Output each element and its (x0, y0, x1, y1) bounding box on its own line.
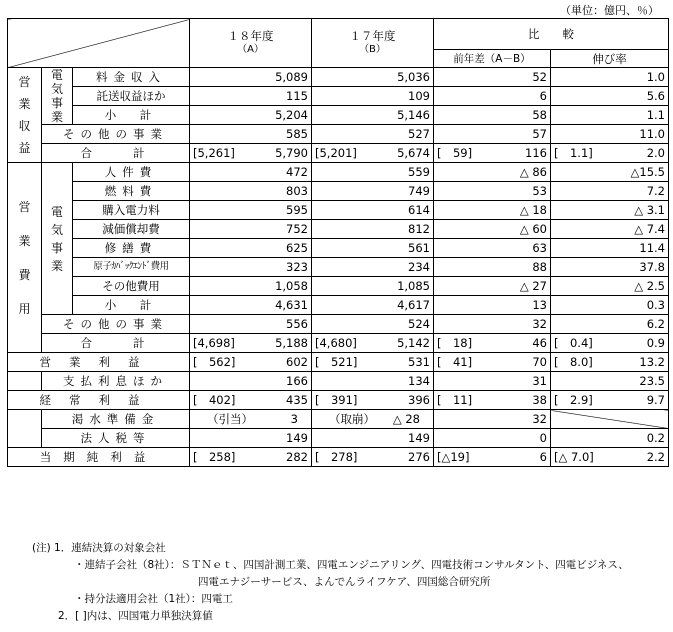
cell-fy18: 166 (190, 372, 312, 391)
cell-diff: 53 (434, 182, 551, 201)
cell-fy18: 323 (190, 258, 312, 277)
cell-diff: 32 (434, 315, 551, 334)
table-row (8, 410, 669, 429)
table-row (8, 239, 669, 258)
cell-fy17: 527 (312, 125, 434, 144)
cell-fy17: 524 (312, 315, 434, 334)
cell-fy18: 115 (190, 87, 312, 106)
footnotes (32, 540, 629, 625)
cell-growth: 1.1 (551, 106, 669, 125)
table-row (8, 372, 669, 391)
row-label: 当期純利益 (8, 448, 190, 467)
table-row (8, 163, 669, 182)
cell-fy17: 234 (312, 258, 434, 277)
note-subsidiaries: ・連結子会社（8社）：ＳＴＮｅｔ、四国計測工業、四電エンジニアリング、四電技術コンサルタント、四電ビジネス、 (74, 559, 629, 571)
cell-diff: 63 (434, 239, 551, 258)
cell-fy18: [5,261] 5,790 (190, 144, 312, 163)
cell-growth: 7.2 (551, 182, 669, 201)
cell-diff: △ 18 (434, 201, 551, 220)
cell-fy18: 585 (190, 125, 312, 144)
cell-fy18: 472 (190, 163, 312, 182)
table-row (8, 182, 669, 201)
row-label: その他費用 (73, 277, 190, 296)
row-label: 減価償却費 (73, 220, 190, 239)
cell-fy17: 749 (312, 182, 434, 201)
cell-growth: 23.5 (551, 372, 669, 391)
cell-diff: 0 (434, 429, 551, 448)
cell-fy18: [ 402] 435 (190, 391, 312, 410)
header-diff: 前年差（A－B） (434, 50, 551, 68)
cell-growth: △ 2.5 (551, 277, 669, 296)
cell-fy17: 1,085 (312, 277, 434, 296)
cell-fy18: [ 562] 602 (190, 353, 312, 372)
cell-growth: 1.0 (551, 68, 669, 87)
row-label: 小 計 (73, 296, 190, 315)
table-row (8, 258, 669, 277)
cell-fy17: 812 (312, 220, 434, 239)
cell-growth: △ 7.4 (551, 220, 669, 239)
indent-cell (8, 372, 42, 391)
cell-fy17: 614 (312, 201, 434, 220)
cell-fy17: 134 (312, 372, 434, 391)
cell-fy18: 4,631 (190, 296, 312, 315)
row-label: 修繕費 (73, 239, 190, 258)
cell-fy18: 625 (190, 239, 312, 258)
header-corner (8, 19, 190, 68)
cell-growth: △15.5 (551, 163, 669, 182)
cell-fy18: [ 258] 282 (190, 448, 312, 467)
cell-fy18: [4,698] 5,188 (190, 334, 312, 353)
table-row (8, 87, 669, 106)
cell-growth: 6.2 (551, 315, 669, 334)
cell-fy17: [5,201] 5,674 (312, 144, 434, 163)
cell-growth: [△ 7.0] 2.2 (551, 448, 669, 467)
cell-growth: 11.4 (551, 239, 669, 258)
cell-growth: 37.8 (551, 258, 669, 277)
cell-diff: △ 27 (434, 277, 551, 296)
cell-fy18: 5,089 (190, 68, 312, 87)
cell-fy18: （引当） 3 (190, 410, 312, 429)
table-row (8, 144, 669, 163)
table-row (8, 391, 669, 410)
cell-fy18: 803 (190, 182, 312, 201)
cell-growth: 0.2 (551, 429, 669, 448)
table-row (8, 296, 669, 315)
cell-fy18: 1,058 (190, 277, 312, 296)
row-label: 人件費 (73, 163, 190, 182)
table-row (8, 125, 669, 144)
cell-diff: 88 (434, 258, 551, 277)
cell-fy17: 149 (312, 429, 434, 448)
cell-diff: [△19] 6 (434, 448, 551, 467)
row-label: 経常利益 (8, 391, 190, 410)
table-row (8, 334, 669, 353)
group-electric-revenue: 電 気 事 業 (42, 68, 73, 125)
cell-fy17: [ 521] 531 (312, 353, 434, 372)
table-row (8, 315, 669, 334)
cell-growth: [ 1.1] 2.0 (551, 144, 669, 163)
indent-cell (8, 429, 42, 448)
cell-fy17: 5,036 (312, 68, 434, 87)
row-label: 料金収入 (73, 68, 190, 87)
unit-label: （単位：億円、％） (560, 4, 659, 17)
table-row (8, 220, 669, 239)
table-row (8, 448, 669, 467)
group-electric-expense: 電 気 事 業 (42, 163, 73, 315)
cell-growth-empty (551, 410, 669, 429)
cell-diff: 52 (434, 68, 551, 87)
row-label: その他の事業 (42, 125, 190, 144)
row-label: 託送収益ほか (73, 87, 190, 106)
table-row (8, 106, 669, 125)
cell-fy17: （取崩） △ 28 (312, 410, 434, 429)
cell-fy18: 149 (190, 429, 312, 448)
cell-diff: [ 11] 38 (434, 391, 551, 410)
indent-cell (8, 410, 42, 429)
cell-fy17: 561 (312, 239, 434, 258)
table-row (8, 429, 669, 448)
group-revenue: 営 業 収 益 (8, 68, 42, 163)
row-label: 合 計 (42, 334, 190, 353)
cell-growth: [ 0.4] 0.9 (551, 334, 669, 353)
row-label: 燃料費 (73, 182, 190, 201)
cell-fy17: 5,146 (312, 106, 434, 125)
cell-growth: 5.6 (551, 87, 669, 106)
row-label: 渇水準備金 (42, 410, 190, 429)
cell-diff: △ 60 (434, 220, 551, 239)
cell-diff: △ 86 (434, 163, 551, 182)
cell-fy17: 109 (312, 87, 434, 106)
cell-fy17: 4,617 (312, 296, 434, 315)
cell-growth: 11.0 (551, 125, 669, 144)
note-1: (注) 1．連結決算の対象会社 (32, 542, 166, 554)
cell-fy17: [ 278] 276 (312, 448, 434, 467)
financial-table (7, 18, 669, 467)
row-label: 支払利息ほか (42, 372, 190, 391)
table-row (8, 201, 669, 220)
header-compare: 比 較 (434, 19, 669, 50)
cell-fy18: 556 (190, 315, 312, 334)
row-label: 原子ｶﾊﾞｯｸｴﾝﾄﾞ費用 (73, 258, 190, 277)
row-label: その他の事業 (42, 315, 190, 334)
cell-diff: 31 (434, 372, 551, 391)
cell-diff: [ 59] 116 (434, 144, 551, 163)
cell-fy18: 752 (190, 220, 312, 239)
cell-fy17: [ 391] 396 (312, 391, 434, 410)
note-equity-method: ・持分法適用会社（1社）：四電工 (74, 593, 233, 605)
group-expense: 営 業 費 用 (8, 163, 42, 353)
cell-fy17: 559 (312, 163, 434, 182)
cell-diff: [ 18] 46 (434, 334, 551, 353)
cell-diff: 6 (434, 87, 551, 106)
row-label: 法人税等 (42, 429, 190, 448)
note-2: 2．[ ]内は、四国電力単独決算値 (58, 610, 213, 622)
row-label: 営業利益 (8, 353, 190, 372)
table-row (8, 353, 669, 372)
cell-diff: 57 (434, 125, 551, 144)
row-label: 購入電力料 (73, 201, 190, 220)
cell-fy17: [4,680] 5,142 (312, 334, 434, 353)
header-growth: 伸び率 (551, 50, 669, 68)
row-label: 小 計 (73, 106, 190, 125)
cell-growth: [ 8.0] 13.2 (551, 353, 669, 372)
cell-growth: 0.3 (551, 296, 669, 315)
cell-diff: 13 (434, 296, 551, 315)
table-row (8, 68, 669, 87)
header-fy18: １８年度 （A） (190, 19, 312, 68)
header-fy17: １７年度 （B） (312, 19, 434, 68)
cell-diff: 32 (434, 410, 551, 429)
cell-growth: [ 2.9] 9.7 (551, 391, 669, 410)
cell-fy18: 5,204 (190, 106, 312, 125)
table-row (8, 277, 669, 296)
cell-diff: 58 (434, 106, 551, 125)
row-label: 合 計 (42, 144, 190, 163)
cell-fy18: 595 (190, 201, 312, 220)
cell-diff: [ 41] 70 (434, 353, 551, 372)
cell-growth: △ 3.1 (551, 201, 669, 220)
note-subsidiaries-cont: 四電エナジーサービス、よんでんライフケア、四国総合研究所 (198, 576, 491, 588)
